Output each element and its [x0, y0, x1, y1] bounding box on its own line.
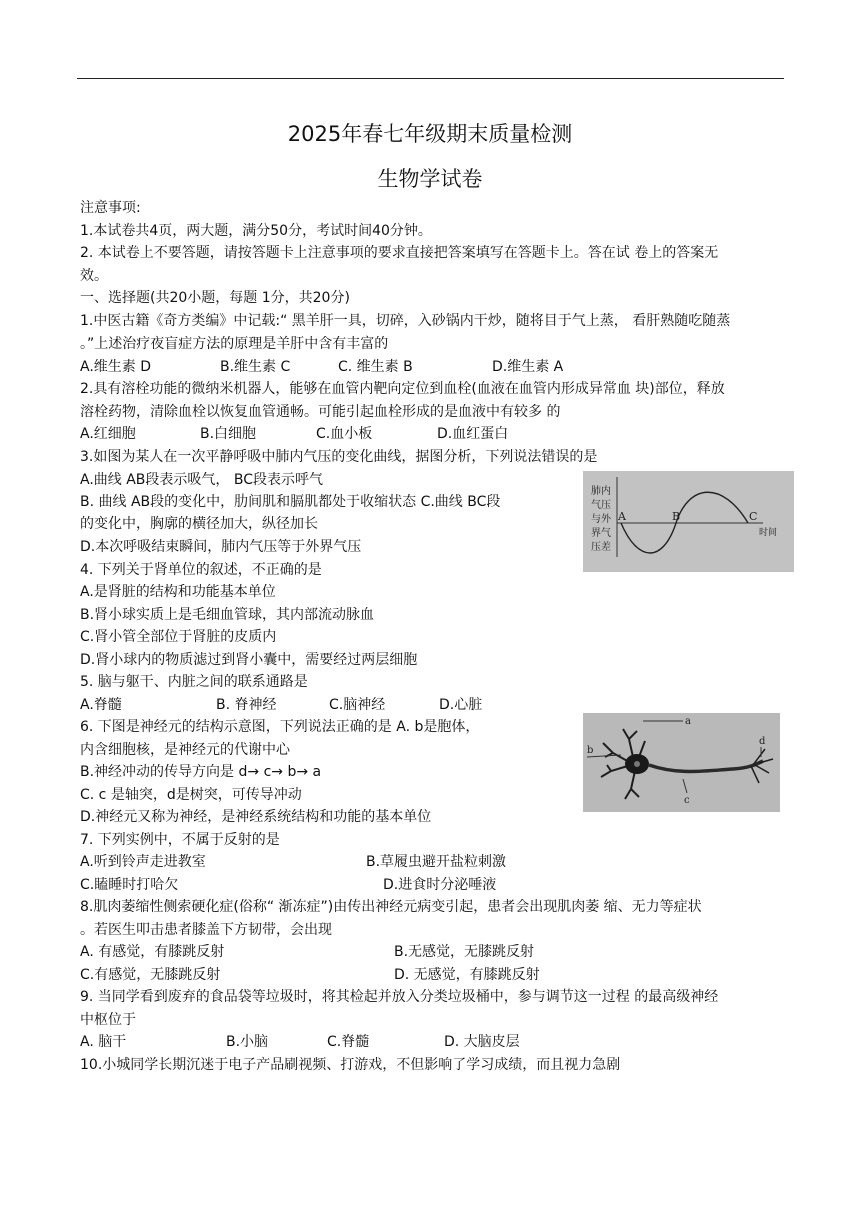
- option: A. 脑干: [80, 1034, 127, 1050]
- q1-stem: 。”上述治疗夜盲症方法的原理是羊肝中含有丰富的: [80, 336, 389, 352]
- label-d: d: [759, 736, 766, 747]
- q9-stem: 9. 当同学看到废弃的食品袋等垃圾时，将其检起并放入分类垃圾桶中，参与调节这一过程 的最高级神经: [80, 989, 719, 1005]
- option: C.瞌睡时打哈欠: [80, 877, 179, 893]
- option: C. 维生素 B: [338, 359, 413, 375]
- q6-option: D.神经元又称为神经，是神经系统结构和功能的基本单位: [80, 809, 432, 825]
- label-b: b: [587, 745, 594, 756]
- exam-title: 2025年春七年级期末质量检测: [287, 122, 573, 146]
- option: B.白细胞: [200, 426, 257, 442]
- q8-options: [80, 965, 540, 985]
- axon: [649, 761, 763, 772]
- q3-option-line: D.本次呼吸结束瞬间，肺内气压等于外界气压: [80, 539, 362, 555]
- option: B.小脑: [226, 1034, 269, 1050]
- header-rule: [77, 78, 784, 79]
- q8-stem: 8.肌肉萎缩性侧索硬化症(俗称“ 渐冻症”)由传出神经元病变引起，患者会出现肌肉萎 缩、无力等症状: [80, 899, 702, 915]
- option: B.维生素 C: [220, 359, 291, 375]
- option: A.听到铃声走进教室: [80, 854, 206, 870]
- option: A.维生素 D: [80, 359, 152, 375]
- option: D.进食时分泌唾液: [383, 877, 497, 893]
- label-a: a: [685, 716, 691, 727]
- label-c: c: [684, 795, 690, 806]
- leader-line: [683, 779, 687, 793]
- q4-option: A.是肾脏的结构和功能基本单位: [80, 584, 276, 600]
- notice-item: 2. 本试卷上不要答题，请按答题卡上注意事项的要求直接把答案填写在答题卡上。答在试 卷上的答案无: [80, 245, 719, 261]
- y-axis-label: 界气: [591, 528, 611, 539]
- q6-stem: 6. 下图是神经元的结构示意图，下列说法正确的是 A. b是胞体，: [80, 719, 480, 735]
- option: A. 有感觉，有膝跳反射: [80, 944, 225, 960]
- option: D. 大脑皮层: [444, 1034, 520, 1050]
- option: A.脊髓: [80, 697, 122, 713]
- option: C.有感觉，无膝跳反射: [80, 967, 221, 983]
- option: C.血小板: [316, 426, 373, 442]
- notice-heading: 注意事项:: [80, 200, 141, 216]
- y-axis-label: 压差: [591, 542, 611, 553]
- q7-stem: 7. 下列实例中，不属于反射的是: [80, 832, 280, 848]
- option: D.心脏: [439, 697, 483, 713]
- section-heading: 一、选择题(共20小题，每题 1分，共20分): [80, 290, 350, 306]
- q7-options: [80, 852, 506, 872]
- option: D.血红蛋白: [437, 426, 509, 442]
- q10-stem: 10.小城同学长期沉迷于电子产品刷视频、打游戏，不但影响了学习成绩，而且视力急剧: [80, 1057, 621, 1073]
- option: D. 无感觉，有膝跳反射: [394, 967, 540, 983]
- y-axis-label: 与外: [591, 514, 611, 525]
- nucleus: [634, 761, 640, 767]
- point-label-a: A: [618, 510, 626, 523]
- q5-options: [80, 695, 482, 715]
- neuron-figure: [583, 713, 780, 812]
- y-axis-label: 气压: [591, 500, 611, 511]
- point-label-b: B: [672, 510, 681, 523]
- q9-options: [80, 1032, 520, 1052]
- q5-stem: 5. 脑与躯干、内脏之间的联系通路是: [80, 674, 308, 690]
- q3-option-line: B. 曲线 AB段的变化中，肋间肌和膈肌都处于收缩状态 C.曲线 BC段: [80, 494, 501, 510]
- option: A.红细胞: [80, 426, 136, 442]
- y-axis-label: 肺内: [591, 486, 611, 497]
- q4-stem: 4. 下列关于肾单位的叙述，不正确的是: [80, 562, 322, 578]
- q2-options: [80, 424, 508, 444]
- q2-stem: 溶栓药物，清除血栓以恢复血管通畅。可能引起血栓形成的是血液中有较多 的: [80, 404, 561, 420]
- option: D.维生素 A: [492, 359, 564, 375]
- q3-option-line: A.曲线 AB段表示吸气， BC段表示呼气: [80, 472, 323, 488]
- x-axis-label: 时间: [759, 528, 778, 538]
- option: C.脑神经: [329, 697, 386, 713]
- q9-stem: 中枢位于: [80, 1012, 136, 1028]
- q6-option: B.神经冲动的传导方向是 d→ c→ b→ a: [80, 764, 322, 780]
- exam-subtitle: 生物学试卷: [377, 167, 483, 191]
- option: B. 脊神经: [216, 697, 277, 713]
- q7-options: [80, 875, 496, 895]
- q4-option: D.肾小球内的物质滤过到肾小囊中，需要经过两层细胞: [80, 652, 418, 668]
- q6-stem: 内含细胞核，是神经元的代谢中心: [80, 742, 290, 758]
- notice-item: 1.本试卷共4页，两大题，满分50分，考试时间40分钟。: [80, 223, 432, 239]
- notice-item: 效。: [80, 268, 108, 284]
- q8-stem: 。若医生叩击患者膝盖下方韧带，会出现: [80, 922, 332, 938]
- option: C.脊髓: [327, 1034, 370, 1050]
- q3-option-line: 的变化中，胸廓的横径加大，纵径加长: [80, 516, 318, 532]
- q4-option: C.肾小管全部位于肾脏的皮质内: [80, 629, 277, 645]
- q1-options: [80, 357, 563, 377]
- option: B.草履虫避开盐粒刺激: [366, 854, 507, 870]
- q3-stem: 3.如图为某人在一次平静呼吸中肺内气压的变化曲线，据图分析，下列说法错误的是: [80, 449, 598, 465]
- q2-stem: 2.具有溶栓功能的微纳米机器人，能够在血管内靶向定位到血栓(血液在血管内形成异常血 块)部位，释放: [80, 381, 725, 397]
- point-label-c: C: [749, 510, 758, 523]
- q4-option: B.肾小球实质上是毛细血管球，其内部流动脉血: [80, 607, 375, 623]
- q8-options: [80, 942, 534, 962]
- q6-option: C. c 是轴突，d是树突，可传导冲动: [80, 787, 302, 803]
- q1-stem: 1.中医古籍《奇方类编》中记载:“ 黑羊肝一具，切碎，入砂锅内干炒，随将目于气上蒸， 看肝熟随吃随蒸: [80, 313, 731, 329]
- option: B.无感觉，无膝跳反射: [394, 944, 535, 960]
- breath-pressure-figure: [583, 471, 794, 572]
